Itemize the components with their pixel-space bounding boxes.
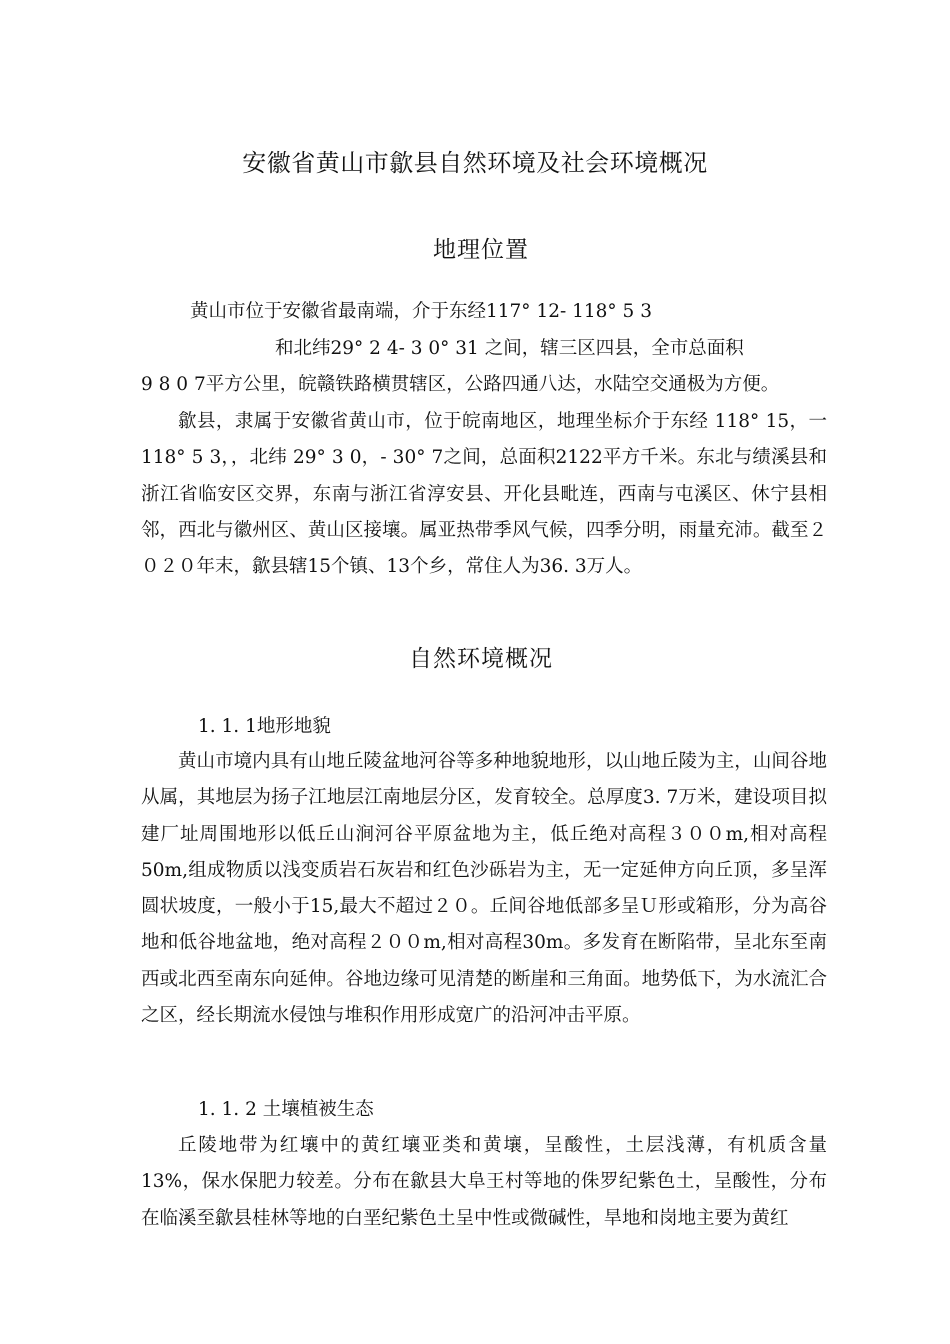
geography-para1-line3: 9 8 0 7平方公里，皖赣铁路横贯辖区，公路四通八达，水陆空交通极为方便。 <box>141 374 780 395</box>
geography-para1-line1: 黄山市位于安徽省最南端，介于东经117° 12- 118° 5 3 <box>190 301 652 322</box>
subsection-heading-soil: 1. 1. 2 土壤植被生态 <box>198 1099 374 1120</box>
geography-para2-text: 歙县，隶属于安徽省黄山市，位于皖南地区，地理坐标介于东经 118° 15，一118° 5 3，，北纬 29° 3 0，- 30° 7之间，总面积2122平方千米。东北与绩溪县和浙江省临安区交界，东南与浙江省淳安县、开化县毗连，西南与屯溪区、休宁县相邻，西北与徽州区、黄山区接壤。属亚热带季风气候，四季分明，雨量充沛。截至２０２０年末，歙县辖15个镇、13个乡，常住人为36. 3万人。 <box>141 411 827 578</box>
document-title: 安徽省黄山市歙县自然环境及社会环境概况 <box>242 149 708 177</box>
terrain-paragraph-text: 黄山市境内具有山地丘陵盆地河谷等多种地貌地形，以山地丘陵为主，山间谷地从属，其地层为扬子江地层江南地层分区，发育较全。总厚度3. 7万米，建设项目拟建厂址周围地形以低丘山涧河谷平原盆地为主，低丘绝对高程３００m,相对高程50m,组成物质以浅变质岩石灰岩和红色沙砾岩为主，无一定延伸方向丘顶，多呈浑圆状坡度，一般小于15,最大不超过２０。丘间谷地低部多呈Ｕ形或箱形，分为高谷地和低谷地盆地，绝对高程２００m,相对高程30m。多发育在断陷带，呈北东至南西或北西至南东向延伸。谷地边缘可见清楚的断崖和三角面。地势低下，为水流汇合之区，经长期流水侵蚀与堆积作用形成宽广的沿河冲击平原。 <box>141 751 827 1027</box>
geography-para2 <box>141 404 827 585</box>
subsection-heading-terrain: 1. 1. 1地形地貌 <box>198 716 331 737</box>
section-heading-nature: 自然环境概况 <box>409 646 553 672</box>
terrain-paragraph <box>141 744 827 1034</box>
soil-paragraph-text: 丘陵地带为红壤中的黄红壤亚类和黄壤，呈酸性，土层浅薄，有机质含量13%，保水保肥力较差。分布在歙县大阜王村等地的侏罗纪紫色土，呈酸性，分布在临溪至歙县桂林等地的白垩纪紫色土呈中性或微碱性，旱地和岗地主要为黄红 <box>141 1135 827 1229</box>
geography-para1-line2: 和北纬29° 2 4- 3 0° 31 之间，辖三区四县，全市总面积 <box>275 338 744 359</box>
section-heading-geography: 地理位置 <box>433 237 529 263</box>
soil-paragraph <box>141 1128 827 1237</box>
